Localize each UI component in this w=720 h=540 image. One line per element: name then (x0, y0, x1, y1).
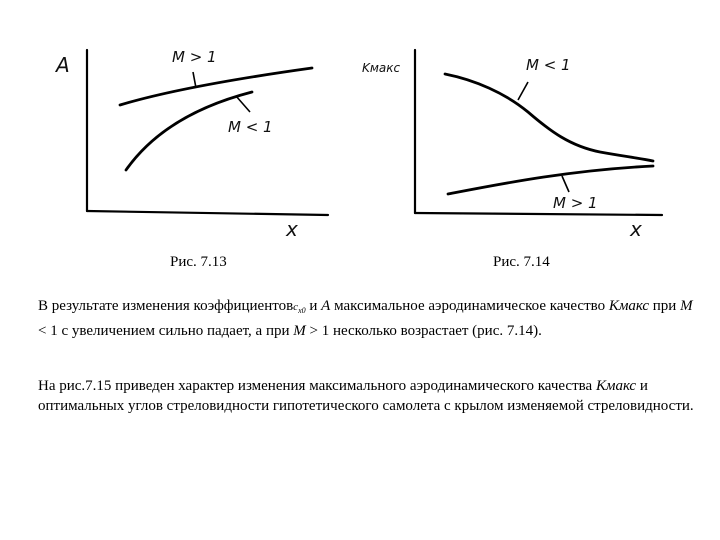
symbol-kmax: Кмакс (608, 298, 650, 314)
coefficient-subscript: x0 (298, 306, 306, 316)
figure-7-14 (350, 38, 680, 248)
coefficient-cx0 (293, 301, 306, 316)
x-axis (415, 213, 662, 215)
text: На рис.7.15 приведен характер изменения максимального аэродинамического качества (38, 378, 596, 394)
symbol-m: M (680, 298, 693, 314)
leader-m-greater-1 (193, 72, 196, 88)
curve-label-m-greater-1: M > 1 (172, 48, 217, 66)
curve-m-less-1 (445, 74, 653, 161)
text: и (305, 298, 322, 314)
text: В результате изменения коэффициентов (38, 298, 294, 314)
curve-label-m-greater-1: M > 1 (553, 194, 598, 212)
leader-m-greater-1 (562, 176, 569, 192)
y-axis-label: A (56, 53, 70, 77)
y-axis-label: Kмакс (362, 61, 401, 75)
coefficient-symbol: c (293, 301, 299, 313)
text: < 1 с увеличением сильно падает, а при (38, 323, 294, 340)
curve-m-greater-1 (448, 166, 653, 194)
figure-caption-7-13: Рис. 7.13 (170, 254, 227, 270)
x-axis-label: x (286, 217, 298, 241)
paragraph-1 (38, 296, 698, 341)
text: максимальное аэродинамическое качество (330, 298, 609, 314)
text: и оптимальных углов стреловидности гипотетического самолета с крылом изменяемой стреловидности. (38, 378, 694, 414)
text: при (649, 298, 681, 314)
curve-label-m-less-1: M < 1 (228, 118, 273, 136)
figure-caption-7-14: Рис. 7.14 (493, 254, 550, 270)
paragraph-2 (38, 376, 698, 416)
symbol-kmax: Кмакс (595, 378, 637, 394)
symbol-m: M (293, 323, 306, 340)
leader-m-less-1 (236, 96, 250, 112)
curve-m-greater-1 (120, 68, 312, 105)
x-axis-label: x (630, 217, 642, 241)
curve-label-m-less-1: M < 1 (526, 56, 571, 74)
symbol-a: A (321, 298, 331, 314)
x-axis (87, 211, 328, 215)
figure-7-13 (40, 38, 340, 248)
leader-m-less-1 (518, 82, 528, 100)
text: > 1 несколько возрастает (рис. 7.14). (305, 323, 542, 340)
